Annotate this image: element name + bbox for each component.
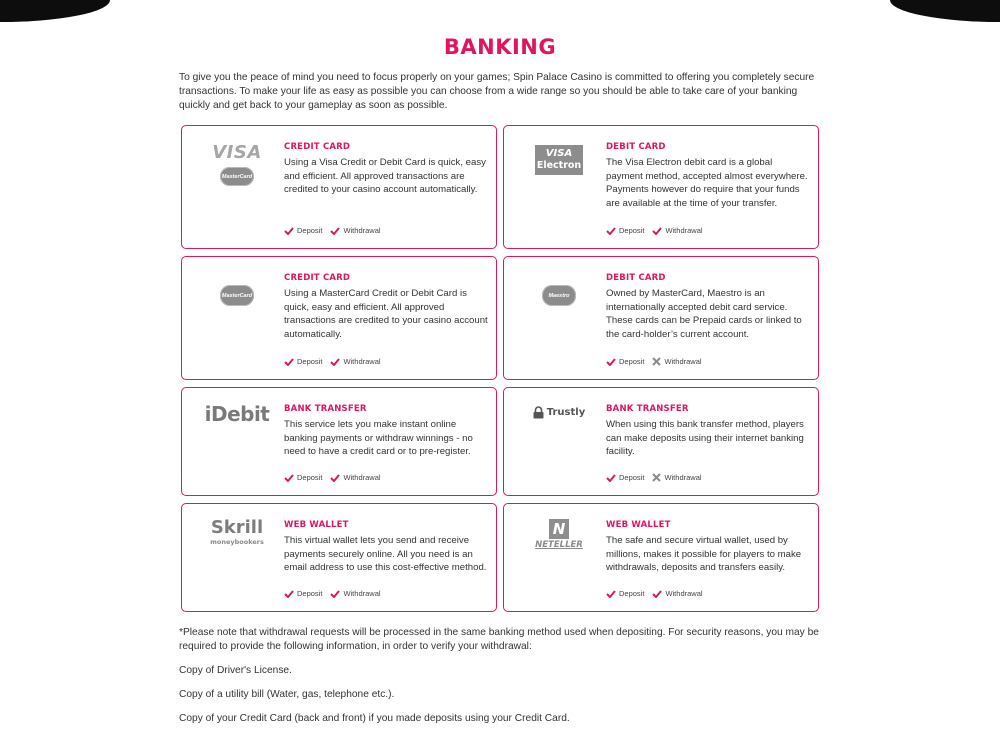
withdrawal-badge	[652, 357, 701, 366]
trustly-logo-text: Trustly	[546, 407, 586, 418]
visa-electron-line2: Electron	[536, 160, 582, 171]
skrill-logo-text: Skrill	[210, 517, 264, 538]
card-title: BANK TRANSFER	[284, 404, 367, 414]
deposit-label: Deposit	[297, 226, 323, 235]
withdrawal-label: Withdrawal	[665, 226, 703, 235]
neteller-logo	[524, 514, 594, 564]
visa-logo-text: VISA	[212, 142, 262, 163]
check-icon	[606, 590, 616, 598]
check-icon	[606, 474, 616, 482]
withdrawal-badge	[652, 473, 701, 482]
skrill-logo-mark	[210, 518, 264, 546]
check-icon	[330, 590, 340, 598]
check-icon	[652, 590, 662, 598]
mastercard-logo	[202, 267, 272, 317]
idebit-logo	[202, 398, 272, 448]
check-icon	[330, 474, 340, 482]
check-icon	[606, 358, 616, 366]
withdrawal-label: Withdrawal	[343, 589, 381, 598]
availability-badges	[284, 589, 381, 598]
deposit-badge	[284, 357, 322, 366]
neteller-logo-text: NETELLER	[535, 540, 583, 550]
card-description: This virtual wallet lets you send and receive payments securely online. All you need is an email address to use this cost-effective method.	[284, 535, 487, 574]
requirement-item: Copy of your Credit Card (back and front) if you made deposits using your Credit Card.	[179, 713, 570, 724]
card-title: DEBIT CARD	[606, 142, 666, 152]
check-icon	[330, 358, 340, 366]
withdrawal-badge	[330, 589, 380, 598]
cross-icon	[652, 357, 661, 366]
check-icon	[284, 227, 294, 235]
withdrawal-badge	[652, 589, 702, 598]
card-description: Owned by MasterCard, Maestro is an internationally accepted debit card service. These cards can be Prepaid cards or linked to the card-holder’s current account.	[606, 288, 802, 340]
card-description: The Visa Electron debit card is a global payment method, accepted almost everywhere. Payments however do require that your funds are available at the time of your transfer.	[606, 157, 808, 209]
availability-badges	[606, 226, 703, 235]
check-icon	[284, 474, 294, 482]
top-left-corner-decoration	[0, 0, 110, 22]
visa-electron-line1: VISA	[545, 148, 573, 159]
banking-methods-grid	[181, 125, 819, 612]
card-title: CREDIT CARD	[284, 273, 351, 283]
withdrawal-note: *Please note that withdrawal requests will be processed in the same banking method used when depositing. For security reasons, you may be required to provide the following information, in order to verify your withdrawal:	[179, 627, 819, 652]
availability-badges	[284, 473, 381, 482]
top-right-corner-decoration	[890, 0, 1000, 22]
check-icon	[652, 227, 662, 235]
deposit-badge	[606, 473, 644, 482]
card-title: DEBIT CARD	[606, 273, 666, 283]
availability-badges	[284, 357, 381, 366]
skrill-logo	[202, 514, 272, 564]
withdrawal-label: Withdrawal	[665, 589, 703, 598]
deposit-label: Deposit	[619, 226, 645, 235]
card-title: WEB WALLET	[284, 520, 349, 530]
banking-card-mastercard[interactable]	[181, 256, 497, 380]
deposit-label: Deposit	[297, 473, 323, 482]
card-description: Using a Visa Credit or Debit Card is quick, easy and efficient. All approved transactions are credited to your casino account automatically.	[284, 157, 486, 196]
trustly-logo-mark	[533, 406, 585, 419]
deposit-badge	[606, 589, 644, 598]
deposit-label: Deposit	[619, 473, 645, 482]
availability-badges	[606, 473, 702, 482]
card-description: This service lets you make instant online banking payments or withdraw winnings - no need to have a credit card or to pre-register.	[284, 419, 473, 458]
withdrawal-badge	[652, 226, 702, 235]
card-description: The safe and secure virtual wallet, used by millions, makes it possible for players to make withdrawals, deposits and transfers easily.	[606, 535, 802, 574]
banking-card-trustly[interactable]	[503, 387, 819, 496]
maestro-logo-badge: Maestro	[542, 285, 576, 306]
deposit-badge	[284, 226, 322, 235]
withdrawal-label: Withdrawal	[343, 473, 381, 482]
neteller-logo-letter: N	[549, 519, 569, 539]
withdrawal-badge	[330, 473, 380, 482]
withdrawal-label: Withdrawal	[343, 357, 381, 366]
check-icon	[606, 227, 616, 235]
card-title: CREDIT CARD	[284, 142, 351, 152]
padlock-icon	[533, 406, 544, 419]
visa-mastercard-logo	[202, 136, 272, 186]
check-icon	[284, 358, 294, 366]
check-icon	[330, 227, 340, 235]
banking-card-maestro[interactable]	[503, 256, 819, 380]
withdrawal-badge	[330, 226, 380, 235]
intro-text: To give you the peace of mind you need to focus properly on your games; Spin Palace Casino is committed to offering you completely secure transactions. To make your life as easy as possible you can choose from a wide range so you should be able to take care of your banking quickly and get back to your gameplay as soon as possible.	[179, 72, 815, 111]
banking-card-visa-credit[interactable]	[181, 125, 497, 249]
maestro-logo	[524, 267, 594, 317]
deposit-label: Deposit	[297, 589, 323, 598]
mastercard-logo-badge: MasterCard	[220, 167, 254, 186]
deposit-badge	[284, 473, 322, 482]
trustly-logo	[524, 398, 594, 448]
deposit-label: Deposit	[619, 357, 645, 366]
withdrawal-badge	[330, 357, 380, 366]
deposit-label: Deposit	[619, 589, 645, 598]
card-description: When using this bank transfer method, players can make deposits using their internet banking facility.	[606, 419, 804, 458]
check-icon	[284, 590, 294, 598]
withdrawal-label: Withdrawal	[664, 357, 702, 366]
availability-badges	[284, 226, 381, 235]
withdrawal-notes	[179, 626, 829, 736]
deposit-badge	[284, 589, 322, 598]
banking-card-skrill[interactable]	[181, 503, 497, 612]
neteller-logo-mark	[535, 519, 583, 550]
page-title: BANKING	[443, 35, 557, 59]
requirement-item: Copy of Driver's License.	[179, 665, 292, 676]
visa-electron-badge	[535, 145, 583, 175]
availability-badges	[606, 357, 702, 366]
moneybookers-logo-text: moneybookers	[210, 538, 264, 546]
deposit-badge	[606, 357, 644, 366]
withdrawal-label: Withdrawal	[664, 473, 702, 482]
banking-card-idebit[interactable]	[181, 387, 497, 496]
availability-badges	[606, 589, 703, 598]
card-title: BANK TRANSFER	[606, 404, 689, 414]
mastercard-logo-badge: MasterCard	[220, 285, 254, 306]
cross-icon	[652, 473, 661, 482]
visa-electron-logo	[524, 136, 594, 186]
deposit-badge	[606, 226, 644, 235]
deposit-label: Deposit	[297, 357, 323, 366]
card-title: WEB WALLET	[606, 520, 671, 530]
withdrawal-label: Withdrawal	[343, 226, 381, 235]
idebit-logo-text: iDebit	[204, 402, 270, 426]
banking-card-visa-electron[interactable]	[503, 125, 819, 249]
requirement-item: Copy of a utility bill (Water, gas, telephone etc.).	[179, 689, 395, 700]
card-description: Using a MasterCard Credit or Debit Card is quick, easy and efficient. All approved transactions are credited to your casino account automatically.	[284, 288, 488, 340]
banking-card-neteller[interactable]	[503, 503, 819, 612]
